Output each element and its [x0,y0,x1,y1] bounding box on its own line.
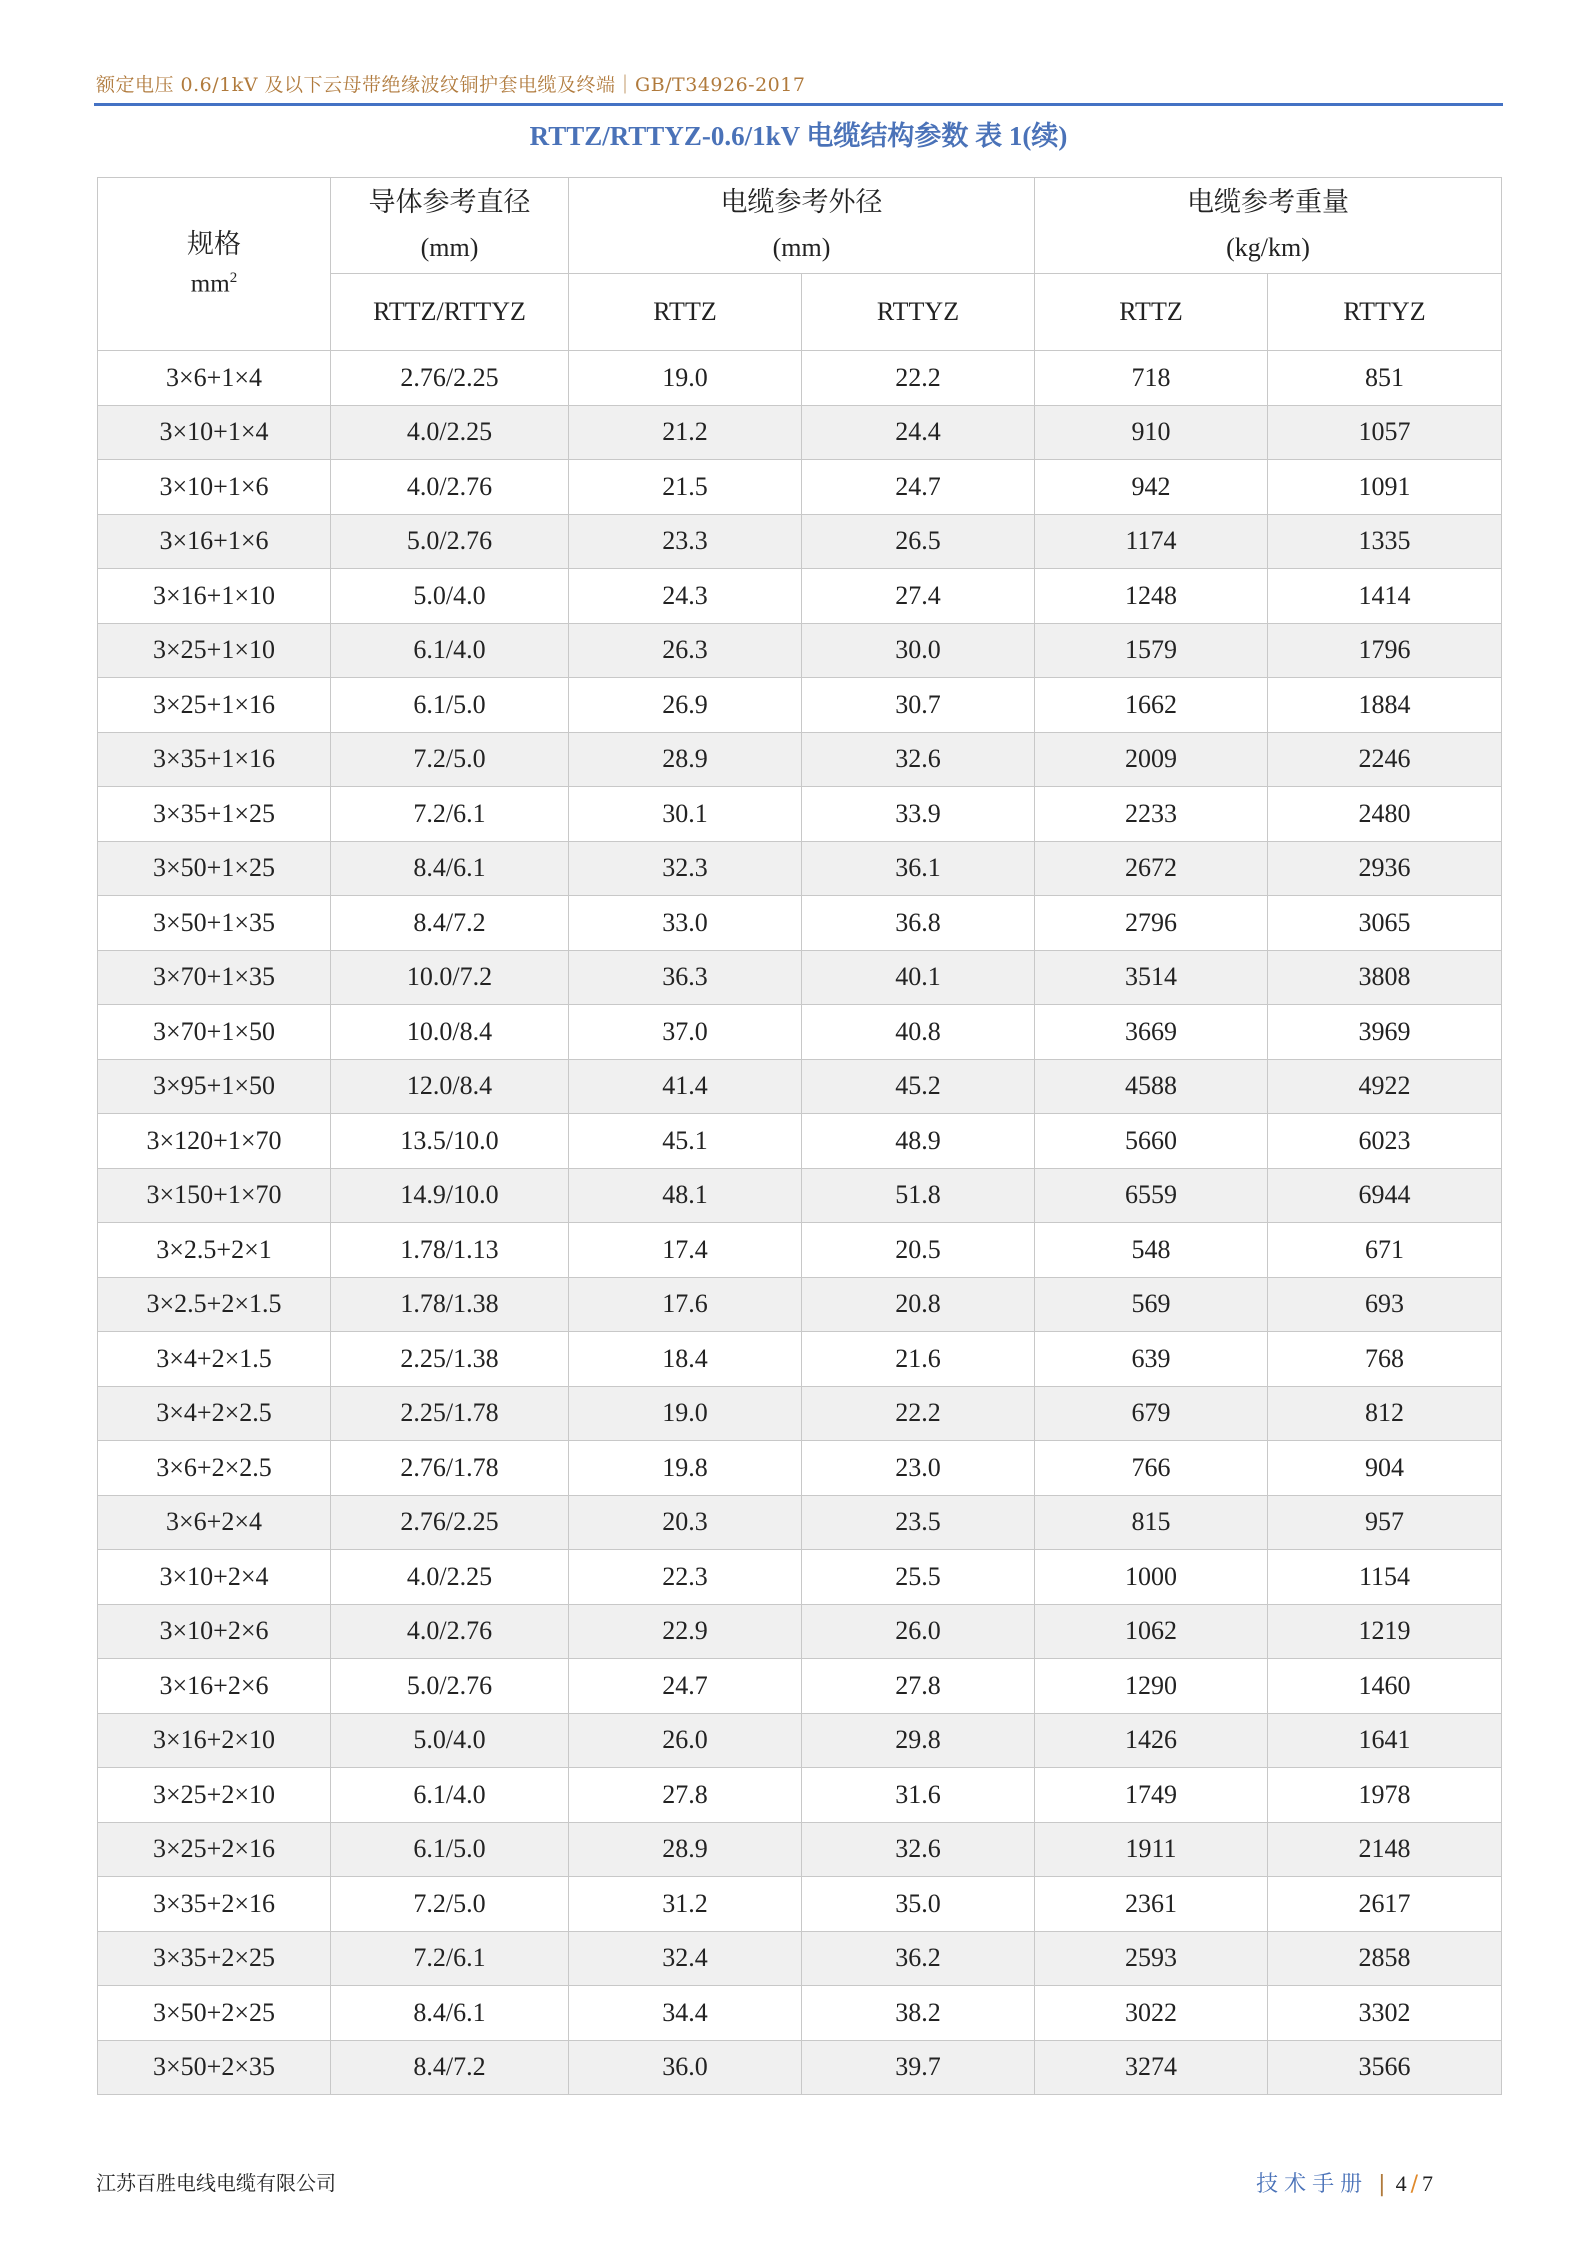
table-body [98,351,1502,2095]
table-row [98,1931,1502,1986]
table-cell: 3×10+2×4 [98,1550,331,1605]
table-cell: 7.2/5.0 [331,1877,569,1932]
table-cell: 3×120+1×70 [98,1114,331,1169]
table-cell: 4.0/2.76 [331,1604,569,1659]
table-cell: 2.25/1.38 [331,1332,569,1387]
table-cell: 34.4 [569,1986,802,2041]
table-cell: 766 [1035,1441,1268,1496]
table-cell: 17.4 [569,1223,802,1278]
table-cell: 1057 [1268,405,1502,460]
table-cell: 51.8 [802,1168,1035,1223]
header-spec-label: 规格 [187,229,241,261]
table-cell: 2.76/2.25 [331,351,569,406]
table-row [98,623,1502,678]
cable-spec-table [97,177,1502,2095]
header-conductor-diameter: 导体参考直径 (mm) [331,178,569,274]
table-cell: 23.3 [569,514,802,569]
table-cell: 768 [1268,1332,1502,1387]
table-cell: 3566 [1268,2040,1502,2095]
table-cell: 14.9/10.0 [331,1168,569,1223]
table-cell: 2.25/1.78 [331,1386,569,1441]
table-cell: 7.2/6.1 [331,1931,569,1986]
table-cell: 718 [1035,351,1268,406]
table-cell: 30.1 [569,787,802,842]
table-row [98,678,1502,733]
table-cell: 8.4/7.2 [331,2040,569,2095]
table-cell: 3×16+2×6 [98,1659,331,1714]
table-cell: 22.2 [802,351,1035,406]
table-row [98,405,1502,460]
header-divider [94,103,1503,106]
table-cell: 4.0/2.25 [331,1550,569,1605]
table-cell: 1062 [1035,1604,1268,1659]
table-cell: 5660 [1035,1114,1268,1169]
page-slash: / [1410,2172,1418,2197]
table-cell: 33.9 [802,787,1035,842]
table-cell: 815 [1035,1495,1268,1550]
table-cell: 1978 [1268,1768,1502,1823]
page-total: 7 [1422,2171,1433,2196]
table-cell: 851 [1268,351,1502,406]
table-cell: 1.78/1.13 [331,1223,569,1278]
header-outer-diameter: 电缆参考外径 (mm) [569,178,1035,274]
table-cell: 3×4+2×2.5 [98,1386,331,1441]
table-cell: 2148 [1268,1822,1502,1877]
table-row [98,1550,1502,1605]
table-cell: 3×50+1×25 [98,841,331,896]
table-cell: 1884 [1268,678,1502,733]
table-cell: 13.5/10.0 [331,1114,569,1169]
table-cell: 3×50+2×25 [98,1986,331,2041]
table-cell: 36.2 [802,1931,1035,1986]
table-cell: 3×4+2×1.5 [98,1332,331,1387]
table-cell: 18.4 [569,1332,802,1387]
table-cell: 2361 [1035,1877,1268,1932]
table-cell: 24.7 [569,1659,802,1714]
table-cell: 3×16+1×10 [98,569,331,624]
table-row [98,1005,1502,1060]
table-cell: 8.4/7.2 [331,896,569,951]
table-cell: 3274 [1035,2040,1268,2095]
table-cell: 26.0 [802,1604,1035,1659]
table-cell: 5.0/4.0 [331,569,569,624]
table-cell: 23.0 [802,1441,1035,1496]
table-cell: 3×25+1×16 [98,678,331,733]
table-cell: 2246 [1268,732,1502,787]
table-cell: 36.3 [569,950,802,1005]
table-cell: 2593 [1035,1931,1268,1986]
table-row [98,1277,1502,1332]
table-cell: 36.1 [802,841,1035,896]
table-cell: 32.6 [802,732,1035,787]
table-cell: 4588 [1035,1059,1268,1114]
table-row [98,1223,1502,1278]
table-cell: 19.0 [569,1386,802,1441]
page-number: 4 [1395,2171,1407,2196]
table-cell: 6.1/5.0 [331,1822,569,1877]
table-cell: 8.4/6.1 [331,1986,569,2041]
table-cell: 2858 [1268,1931,1502,1986]
table-cell: 8.4/6.1 [331,841,569,896]
table-cell: 26.5 [802,514,1035,569]
table-cell: 5.0/2.76 [331,1659,569,1714]
table-cell: 639 [1035,1332,1268,1387]
table-cell: 35.0 [802,1877,1035,1932]
table-cell: 1248 [1035,569,1268,624]
table-cell: 20.8 [802,1277,1035,1332]
table-cell: 5.0/4.0 [331,1713,569,1768]
footer-separator: | [1378,2172,1386,2197]
table-cell: 1911 [1035,1822,1268,1877]
table-cell: 4.0/2.76 [331,460,569,515]
table-cell: 1091 [1268,460,1502,515]
table-cell: 3969 [1268,1005,1502,1060]
table-cell: 6559 [1035,1168,1268,1223]
table-cell: 3×10+1×6 [98,460,331,515]
table-cell: 39.7 [802,2040,1035,2095]
table-cell: 1.78/1.38 [331,1277,569,1332]
table-cell: 26.3 [569,623,802,678]
table-cell: 22.9 [569,1604,802,1659]
table-cell: 3×50+1×35 [98,896,331,951]
table-cell: 36.0 [569,2040,802,2095]
table-cell: 569 [1035,1277,1268,1332]
table-cell: 23.5 [802,1495,1035,1550]
table-cell: 3×35+2×16 [98,1877,331,1932]
table-cell: 1290 [1035,1659,1268,1714]
table-cell: 40.8 [802,1005,1035,1060]
table-cell: 4.0/2.25 [331,405,569,460]
table-cell: 2672 [1035,841,1268,896]
table-cell: 22.2 [802,1386,1035,1441]
table-cell: 32.4 [569,1931,802,1986]
table-cell: 693 [1268,1277,1502,1332]
table-cell: 3×70+1×35 [98,950,331,1005]
table-cell: 48.9 [802,1114,1035,1169]
table-cell: 25.5 [802,1550,1035,1605]
table-cell: 1219 [1268,1604,1502,1659]
table-cell: 1460 [1268,1659,1502,1714]
company-name: 江苏百胜电线电缆有限公司 [96,2171,336,2195]
table-cell: 957 [1268,1495,1502,1550]
table-row [98,841,1502,896]
subheader-conductor: RTTZ/RTTYZ [331,274,569,351]
table-row [98,1768,1502,1823]
table-cell: 17.6 [569,1277,802,1332]
table-row [98,569,1502,624]
table-row [98,1604,1502,1659]
table-row [98,1713,1502,1768]
table-cell: 22.3 [569,1550,802,1605]
table-cell: 5.0/2.76 [331,514,569,569]
table-cell: 24.4 [802,405,1035,460]
header-weight: 电缆参考重量 (kg/km) [1035,178,1502,274]
table-row [98,1659,1502,1714]
table-cell: 904 [1268,1441,1502,1496]
table-cell: 10.0/7.2 [331,950,569,1005]
table-cell: 32.3 [569,841,802,896]
table-cell: 3×16+1×6 [98,514,331,569]
table-cell: 26.9 [569,678,802,733]
table-cell: 2.76/1.78 [331,1441,569,1496]
table-row [98,896,1502,951]
table-cell: 2.76/2.25 [331,1495,569,1550]
header-spec-unit: $mm^2$ [190,269,238,298]
table-cell: 1641 [1268,1713,1502,1768]
table-cell: 3669 [1035,1005,1268,1060]
table-cell: 33.0 [569,896,802,951]
table-cell: 3×2.5+2×1.5 [98,1277,331,1332]
table-cell: 3×150+1×70 [98,1168,331,1223]
table-cell: 3×16+2×10 [98,1713,331,1768]
table-row [98,1386,1502,1441]
table-cell: 21.2 [569,405,802,460]
table-cell: 679 [1035,1386,1268,1441]
table-cell: 3022 [1035,1986,1268,2041]
table-cell: 1796 [1268,623,1502,678]
subheader-weight-rttyz: RTTYZ [1268,274,1502,351]
table-cell: 24.7 [802,460,1035,515]
table-cell: 41.4 [569,1059,802,1114]
table-cell: 36.8 [802,896,1035,951]
table-cell: 30.0 [802,623,1035,678]
table-cell: 1426 [1035,1713,1268,1768]
table-cell: 1662 [1035,678,1268,733]
table-cell: 3×25+2×16 [98,1822,331,1877]
table-row [98,1877,1502,1932]
page-header: 额定电压 0.6/1kV 及以下云母带绝缘波纹铜护套电缆及终端｜GB/T34926-2017 [96,74,806,96]
table-row [98,950,1502,1005]
table-cell: 31.6 [802,1768,1035,1823]
table-cell: 21.6 [802,1332,1035,1387]
table-cell: 32.6 [802,1822,1035,1877]
table-cell: 1335 [1268,514,1502,569]
table-cell: 29.8 [802,1713,1035,1768]
table-cell: 45.1 [569,1114,802,1169]
table-cell: 7.2/5.0 [331,732,569,787]
table-cell: 548 [1035,1223,1268,1278]
table-cell: 10.0/8.4 [331,1005,569,1060]
subheader-weight-rttz: RTTZ [1035,274,1268,351]
table-row [98,351,1502,406]
table-row [98,787,1502,842]
table-cell: 6023 [1268,1114,1502,1169]
table-row [98,1168,1502,1223]
table-row [98,2040,1502,2095]
table-cell: 3×2.5+2×1 [98,1223,331,1278]
table-title: RTTZ/RTTYZ-0.6/1kV 电缆结构参数 表 1(续) [529,121,1068,151]
table-cell: 27.8 [802,1659,1035,1714]
table-cell: 40.1 [802,950,1035,1005]
table-cell: 3×50+2×35 [98,2040,331,2095]
table-row [98,460,1502,515]
table-cell: 26.0 [569,1713,802,1768]
table-cell: 12.0/8.4 [331,1059,569,1114]
table-row [98,1114,1502,1169]
table-cell: 3×10+1×4 [98,405,331,460]
table-cell: 21.5 [569,460,802,515]
table-row [98,1495,1502,1550]
table-cell: 3808 [1268,950,1502,1005]
table-cell: 1174 [1035,514,1268,569]
table-cell: 3×25+1×10 [98,623,331,678]
manual-label: 技术手册 [1256,2172,1369,2197]
table-cell: 3×35+2×25 [98,1931,331,1986]
table-cell: 3×35+1×25 [98,787,331,842]
table-cell: 1154 [1268,1550,1502,1605]
table-cell: 671 [1268,1223,1502,1278]
table-cell: 24.3 [569,569,802,624]
table-cell: 2480 [1268,787,1502,842]
table-cell: 6.1/4.0 [331,1768,569,1823]
table-cell: 3065 [1268,896,1502,951]
table-cell: 3×25+2×10 [98,1768,331,1823]
table-cell: 28.9 [569,732,802,787]
table-cell: 6944 [1268,1168,1502,1223]
table-cell: 37.0 [569,1005,802,1060]
table-row [98,1986,1502,2041]
table-cell: 3×35+1×16 [98,732,331,787]
table-cell: 3302 [1268,1986,1502,2041]
table-row [98,1822,1502,1877]
table-cell: 3×6+1×4 [98,351,331,406]
table-cell: 27.8 [569,1768,802,1823]
table-cell: 48.1 [569,1168,802,1223]
table-cell: 3×70+1×50 [98,1005,331,1060]
table-cell: 4922 [1268,1059,1502,1114]
table-cell: 2233 [1035,787,1268,842]
table-cell: 28.9 [569,1822,802,1877]
table-cell: 20.3 [569,1495,802,1550]
table-cell: 3×6+2×4 [98,1495,331,1550]
table-cell: 31.2 [569,1877,802,1932]
table-cell: 38.2 [802,1986,1035,2041]
table-cell: 942 [1035,460,1268,515]
table-cell: 812 [1268,1386,1502,1441]
table-cell: 2617 [1268,1877,1502,1932]
table-cell: 19.8 [569,1441,802,1496]
table-cell: 19.0 [569,351,802,406]
table-cell: 20.5 [802,1223,1035,1278]
table-row [98,514,1502,569]
table-cell: 6.1/5.0 [331,678,569,733]
table-row [98,1441,1502,1496]
table-cell: 1414 [1268,569,1502,624]
table-cell: 1579 [1035,623,1268,678]
table-cell: 27.4 [802,569,1035,624]
subheader-od-rttyz: RTTYZ [802,274,1035,351]
subheader-od-rttz: RTTZ [569,274,802,351]
table-cell: 6.1/4.0 [331,623,569,678]
page-footer [1256,2167,1433,2198]
header-spec [98,178,331,351]
table-row [98,1059,1502,1114]
table-cell: 910 [1035,405,1268,460]
table-cell: 3×95+1×50 [98,1059,331,1114]
table-cell: 2936 [1268,841,1502,896]
table-cell: 3×10+2×6 [98,1604,331,1659]
table-cell: 45.2 [802,1059,1035,1114]
table-cell: 2796 [1035,896,1268,951]
table-cell: 2009 [1035,732,1268,787]
table-cell: 1749 [1035,1768,1268,1823]
table-cell: 3514 [1035,950,1268,1005]
table-cell: 3×6+2×2.5 [98,1441,331,1496]
table-cell: 7.2/6.1 [331,787,569,842]
table-row [98,1332,1502,1387]
table-row [98,732,1502,787]
table-cell: 30.7 [802,678,1035,733]
table-cell: 1000 [1035,1550,1268,1605]
